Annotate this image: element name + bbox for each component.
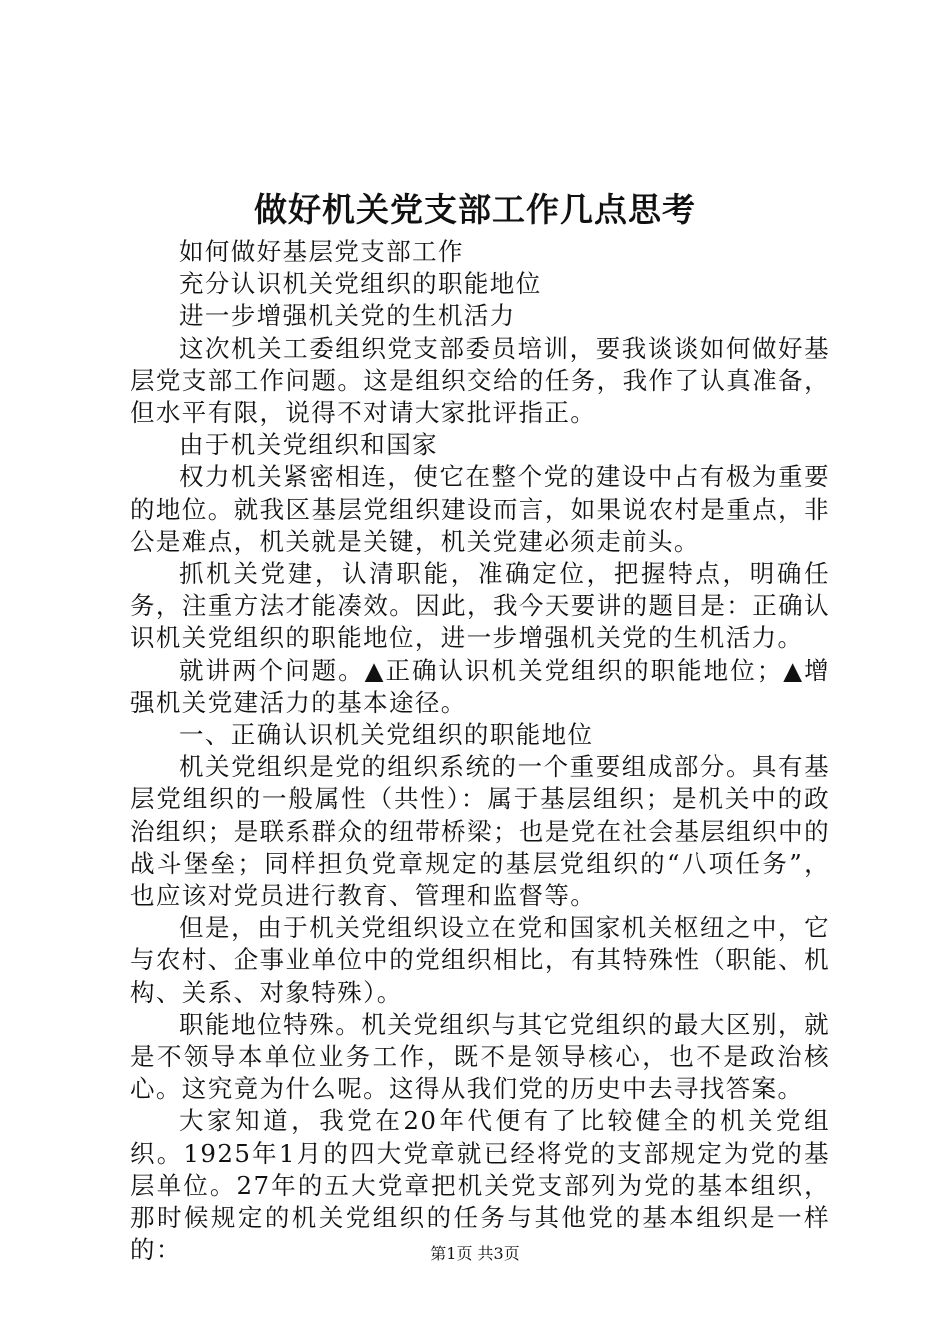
body-paragraph: 机关党组织是党的组织系统的一个重要组成部分。具有基层党组织的一般属性（共性）：属于基层组织；是机关中的政治组织；是联系群众的纽带桥梁；也是党在社会基层组织中的战斗堡垒；同样担负党章规定的基层党组织的“八项任务”，也应该对党员进行教育、管理和监督等。 bbox=[130, 752, 830, 911]
body-paragraph: 充分认识机关党组织的职能地位 bbox=[179, 269, 542, 299]
document-title: 做好机关党支部工作几点思考 bbox=[254, 190, 696, 229]
body-paragraph: 权力机关紧密相连，使它在整个党的建设中占有极为重要的地位。就我区基层党组织建设而言，如果说农村是重点，非公是难点，机关就是关键，机关党建必须走前头。 bbox=[130, 462, 830, 556]
body-paragraph: 就讲两个问题。▲正确认识机关党组织的职能地位；▲增强机关党建活力的基本途径。 bbox=[130, 655, 830, 717]
body-paragraph: 由于机关党组织和国家 bbox=[179, 430, 438, 460]
body-paragraph: 如何做好基层党支部工作 bbox=[179, 237, 464, 266]
document-body bbox=[130, 236, 830, 1267]
body-paragraph: 进一步增强机关党的生机活力 bbox=[179, 301, 516, 331]
body-paragraph: 职能地位特殊。机关党组织与其它党组织的最大区别，就是不领导本单位业务工作，既不是领导核心，也不是政治核心。这究竟为什么呢。这得从我们党的历史中去寻找答案。 bbox=[130, 1009, 830, 1104]
body-paragraph: 但是，由于机关党组织设立在党和国家机关枢纽之中，它与农村、企事业单位中的党组织相比，有其特殊性（职能、机构、关系、对象特殊）。 bbox=[130, 913, 830, 1007]
body-paragraph: 抓机关党建，认清职能，准确定位，把握特点，明确任务，注重方法才能凑效。因此，我今天要讲的题目是：正确认识机关党组织的职能地位，进一步增强机关党的生机活力。 bbox=[130, 559, 830, 653]
page-number-footer: 第1页 共3页 bbox=[430, 1244, 520, 1263]
body-paragraph: 大家知道，我党在20年代便有了比较健全的机关党组织。1925年1月的四大党章就已经将党的支部规定为党的基层单位。27年的五大党章把机关党支部列为党的基本组织，那时候规定的机关党组织的任务与其他党的基本组织是一样的： bbox=[130, 1106, 830, 1265]
section-heading: 一、正确认识机关党组织的职能地位 bbox=[179, 720, 594, 750]
body-paragraph: 这次机关工委组织党支部委员培训，要我谈谈如何做好基层党支部工作问题。这是组织交给的任务，我作了认真准备，但水平有限，说得不对请大家批评指正。 bbox=[130, 333, 830, 428]
